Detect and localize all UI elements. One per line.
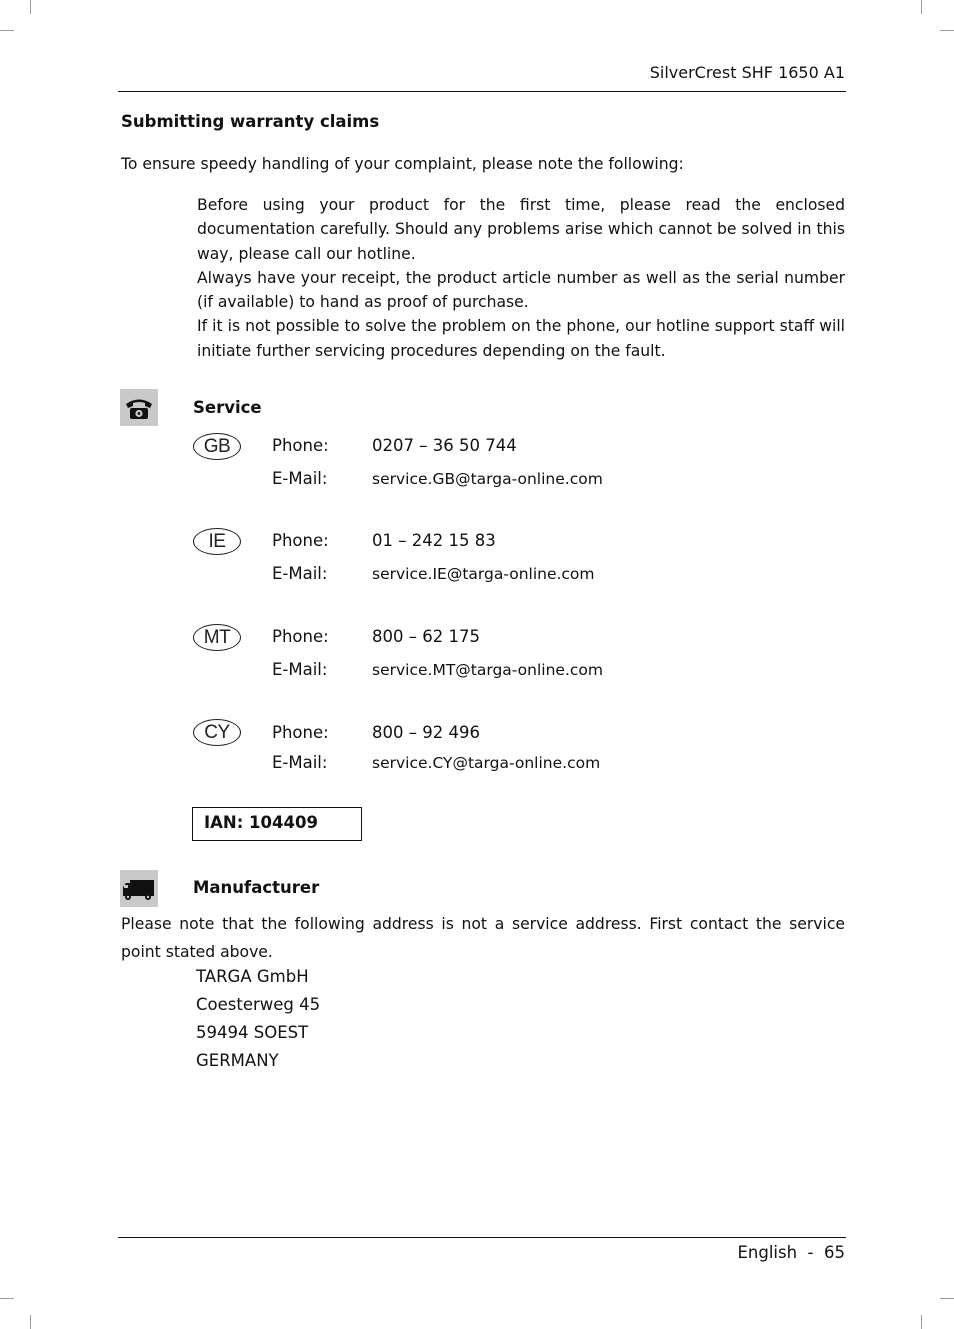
phone-number-ie: 01 – 242 15 83 — [372, 531, 496, 550]
country-badge-cy: CY — [193, 719, 241, 746]
crop-mark — [940, 30, 954, 31]
warranty-points — [197, 193, 845, 363]
email-cy[interactable]: service.CY@targa-online.com — [372, 754, 601, 772]
document-title: SilverCrest SHF 1650 A1 — [649, 63, 845, 82]
country-badge-ie: IE — [193, 528, 241, 555]
email-ie[interactable]: service.IE@targa-online.com — [372, 565, 595, 583]
manufacturer-note: Please note that the following address is not a service address. First contact the service point stated above. — [121, 915, 845, 961]
address-line: 59494 SOEST — [196, 1023, 309, 1042]
crop-mark — [921, 0, 922, 14]
phone-label: Phone: — [272, 627, 329, 646]
country-badge-gb: GB — [193, 433, 241, 460]
country-badge-mt: MT — [193, 624, 241, 651]
address-line: Coesterweg 45 — [196, 995, 321, 1014]
telephone-icon — [120, 389, 158, 426]
warranty-intro: To ensure speedy handling of your complaint, please note the following: — [121, 155, 684, 173]
address-line: TARGA GmbH — [196, 967, 309, 986]
crop-mark — [0, 30, 14, 31]
header-rule — [118, 91, 846, 92]
crop-mark — [30, 0, 31, 14]
phone-number-gb: 0207 – 36 50 744 — [372, 436, 517, 455]
email-label: E-Mail: — [272, 469, 328, 488]
phone-label: Phone: — [272, 436, 329, 455]
warranty-point: Always have your receipt, the product article number as well as the serial number (if available) to hand as proof of purchase. — [197, 268, 845, 312]
service-heading: Service — [193, 398, 262, 417]
ian-number-box: IAN: 104409 — [192, 807, 362, 841]
crop-mark — [940, 1298, 954, 1299]
crop-mark — [30, 1315, 31, 1329]
address-line: GERMANY — [196, 1051, 279, 1070]
phone-number-mt: 800 – 62 175 — [372, 627, 480, 646]
email-label: E-Mail: — [272, 753, 328, 772]
footer-rule — [118, 1237, 846, 1238]
warranty-point: If it is not possible to solve the problem on the phone, our hotline support staff will initiate further servicing procedures depending on the fault. — [197, 317, 845, 360]
warranty-point: Before using your product for the first time, please read the enclosed documentation carefully. Should any problems arise which cannot be solved in this way, please call our hotline. — [197, 196, 845, 263]
warranty-heading: Submitting warranty claims — [121, 112, 380, 131]
phone-label: Phone: — [272, 531, 329, 550]
page-footer: English - 65 — [737, 1243, 845, 1262]
delivery-truck-icon — [120, 870, 158, 907]
phone-number-cy: 800 – 92 496 — [372, 723, 480, 742]
email-gb[interactable]: service.GB@targa-online.com — [372, 470, 603, 488]
crop-mark — [921, 1315, 922, 1329]
email-mt[interactable]: service.MT@targa-online.com — [372, 661, 603, 679]
manufacturer-heading: Manufacturer — [193, 878, 320, 897]
crop-mark — [0, 1298, 14, 1299]
email-label: E-Mail: — [272, 564, 328, 583]
phone-label: Phone: — [272, 723, 329, 742]
email-label: E-Mail: — [272, 660, 328, 679]
